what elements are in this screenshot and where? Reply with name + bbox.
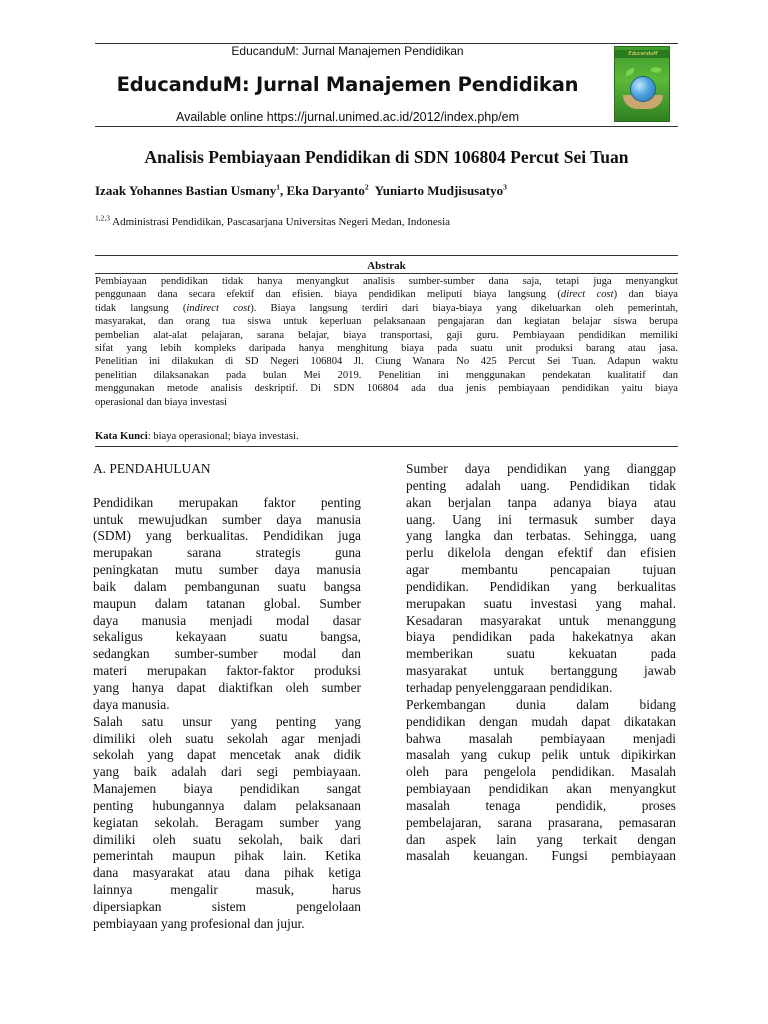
leaf-icon [650,65,662,75]
keywords [95,430,678,444]
body-line: masalah yang cukup pelik untuk dipikirkan [406,747,676,763]
header-rule-bottom [95,126,678,127]
body-line: pembiayaan yang profesional dan jujur. [93,915,305,931]
body-line: oleh para pengelola pendidikan. Masalah [406,764,676,780]
abstract-segment: Pembiayaan pendidikan tidak hanya menyangkut analisis sumber-sumber dana saja, tetapi juga menyangkut [95,276,678,287]
abstract-segment: tidak langsung ( [95,302,187,314]
abstract-rule-mid [95,273,678,274]
abstract-segment: Penelitian ini dilakukan di SD Negeri 106804 Jl. Ciung Wanara No 425 Percut Sei Tuan. Adapun waktu [95,356,678,368]
abstract-line [95,329,678,342]
abstract-segment: ) dan biaya [613,289,679,301]
body-line: maupun dalam tatanan global. Sumber [93,595,361,611]
body-line: pembelajaran, sarana prasarana, pemasaran [406,814,676,830]
keywords-value: : biaya operasional; biaya investasi. [147,431,299,442]
abstract-line [95,396,678,409]
journal-cover-image [614,46,670,122]
body-line: uang. Uang ini termasuk sumber daya [406,511,676,527]
abstract-term: indirect cost [186,302,251,314]
abstract-line [95,315,678,328]
affiliation: $^{1,2,3}$ Administrasi Pendidikan, Pascasarjana Universitas Negeri Medan, Indonesia [95,213,451,228]
left-column-text [93,495,361,933]
body-line: terhadap penyelenggaraan pendidikan. [406,679,613,695]
abstract-segment: ). Biaya langsung terdiri dari biaya-biaya yang dikeluarkan oleh pemerintah, [250,302,678,314]
abstract-text [95,275,678,409]
abstract-line [95,369,678,382]
body-column-left [93,461,361,933]
author-separator: , [279,183,287,198]
body-line: akan berjalan tanpa adanya biaya atau [406,494,676,510]
abstract-segment: penggunaan dana secara efektif dan efisien. biaya pendidikan meliputi biaya langsung ( [95,289,561,301]
author-list [95,182,678,200]
author-name: Eka Daryanto [286,183,365,198]
abstract-segment: penelitian dilaksanakan pada bulan Mei 2019. Penelitian ini menggunakan pendekatan kualitatif dan [95,369,678,381]
abstract-rule-top [95,255,678,256]
body-line: agar membantu pencapaian tujuan [406,562,676,578]
body-line: Sumber daya pendidikan yang dianggap [406,461,676,476]
body-line: Salah satu unsur yang penting yang [93,713,361,729]
section-heading: A. PENDAHULUAN [93,461,211,476]
keywords-label: Kata Kunci [95,431,148,442]
author-sup: 1 [276,182,280,192]
abstract-line [95,355,678,368]
body-line: yang langka dan terbatas. Sehingga, uang [406,528,676,544]
body-line: yang baik adalah dari segi pembiayaan. [93,764,361,780]
abstract-line [95,302,678,315]
body-line: pemerintah maupun pihak lain. Ketika [93,848,361,864]
abstract-rule-bottom [95,446,678,447]
body-line: materi merupakan faktor-faktor produksi [93,663,361,679]
body-line: dana masyarakat atau dana pihak ketiga [93,865,361,881]
body-line: dimiliki oleh suatu sekolah agar menjadi [93,730,361,746]
affiliation-sup: 1,2,3 [95,213,110,223]
cover-label: EducanduM [628,51,658,57]
body-line: (SDM) yang berkualitas. Pendidikan juga [93,528,361,544]
author-name: Izaak Yohannes Bastian Usmany [95,183,277,198]
body-line: penting adalah uang. Pendidikan tidak [406,477,676,493]
body-line: Kesadaran masyarakat untuk menanggung [406,612,676,628]
running-head: EducanduM: Jurnal Manajemen Pendidikan [231,44,464,58]
abstract-line [95,288,678,301]
body-line: dimiliki oleh suatu sekolah, baik dari [93,831,361,847]
body-line: dipersiapkan sistem pengelolaan [93,898,361,914]
body-line: pendidikan. Pendidikan yang berkualitas [406,578,676,594]
abstract-term: direct cost [560,289,614,301]
abstract-line [95,342,678,355]
body-line: Manajemen biaya pendidikan sangat [93,781,361,797]
paper-title: Analisis Pembiayaan Pendidikan di SDN 106804 Percut Sei Tuan [144,147,629,167]
author-name: Yuniarto Mudjisusatyo [374,183,504,198]
body-line: perlu dikelola dengan efektif dan efisien [406,545,676,561]
body-line: daya manusia. [93,696,170,712]
abstract-segment: sifat yang lebih kompleks daripada hanya menghitung biaya pada suatu unit produksi barang atau jasa. [95,342,678,354]
body-line: yang hanya dapat diaktifkan oleh sumber [93,679,361,695]
right-column-text [406,461,676,865]
body-line: baik dalam pembangunan suatu bangsa [93,578,361,594]
abstract-line [95,382,678,395]
body-line: daya manusia menjadi modal dasar [93,612,361,628]
abstract-line [95,275,678,288]
journal-title: EducanduM: Jurnal Manajemen Pendidikan [116,73,579,96]
body-line: memberikan suatu kekuatan pada [406,646,676,662]
body-line: masyarakat untuk bertanggung jawab [406,663,676,679]
body-column-right [406,461,676,865]
author-sup: 2 [364,182,369,192]
abstract-segment: pembelian alat-alat pelajaran, sarana belajar, biaya transportasi, gaji guru. Pembiayaan pendidikan memiliki [95,329,678,341]
body-line: masalah keuangan. Fungsi pembiayaan [406,848,676,864]
body-line: sekaligus kekayaan suatu bangsa, [93,629,361,645]
body-line: biaya pendidikan pada hakekatnya akan [406,629,676,645]
abstract-heading: Abstrak [367,260,406,272]
body-line: sekolah yang dapat mencetak anak didik [93,747,361,763]
abstract-segment: masyarakat, dan orang tua siswa untuk keperluan pelaksanaan pengajaran dan kegiatan belajar siswa berupa [95,316,678,328]
abstract-segment: operasional dan biaya investasi [95,396,228,408]
body-line: kegiatan sekolah. Beragam sumber yang [93,814,361,830]
journal-availability: Available online https://jurnal.unimed.ac.id/2012/index.php/em [175,110,520,124]
body-line: masalah tenaga pendidik, proses [406,797,676,813]
body-line: sedangkan sumber-sumber modal dan [93,646,361,662]
body-line: Perkembangan dunia dalam bidang [406,696,676,712]
author-sup: 3 [503,182,507,192]
body-line: merupakan sarana strategis guna [93,545,361,561]
body-line: penting hubungannya dalam pelaksanaan [93,797,361,813]
body-line: Pendidikan merupakan faktor penting [93,494,361,510]
body-line: bahwa masalah pembiayaan menjadi [406,730,676,746]
body-line: lainnya mengalir masuk, harus [93,882,361,898]
globe-icon [631,77,655,101]
body-line: peningkatan mutu sumber daya manusia [93,562,361,578]
abstract-segment: menggunakan metode analisis deskriptif. Di SDN 106804 ada dua jenis pembiayaan pendidikan yaitu biaya [95,383,678,395]
body-line: merupakan suatu investasi yang mahal. [406,595,676,611]
body-line: untuk mewujudkan sumber daya manusia [93,511,361,527]
body-line: dan aspek lain yang terkait dengan [406,831,676,847]
body-line: pembiayaan pendidikan akan menyangkut [406,781,676,797]
body-line: pendidikan dengan mudah dapat dikatakan [406,713,676,729]
leaf-icon [624,67,635,76]
